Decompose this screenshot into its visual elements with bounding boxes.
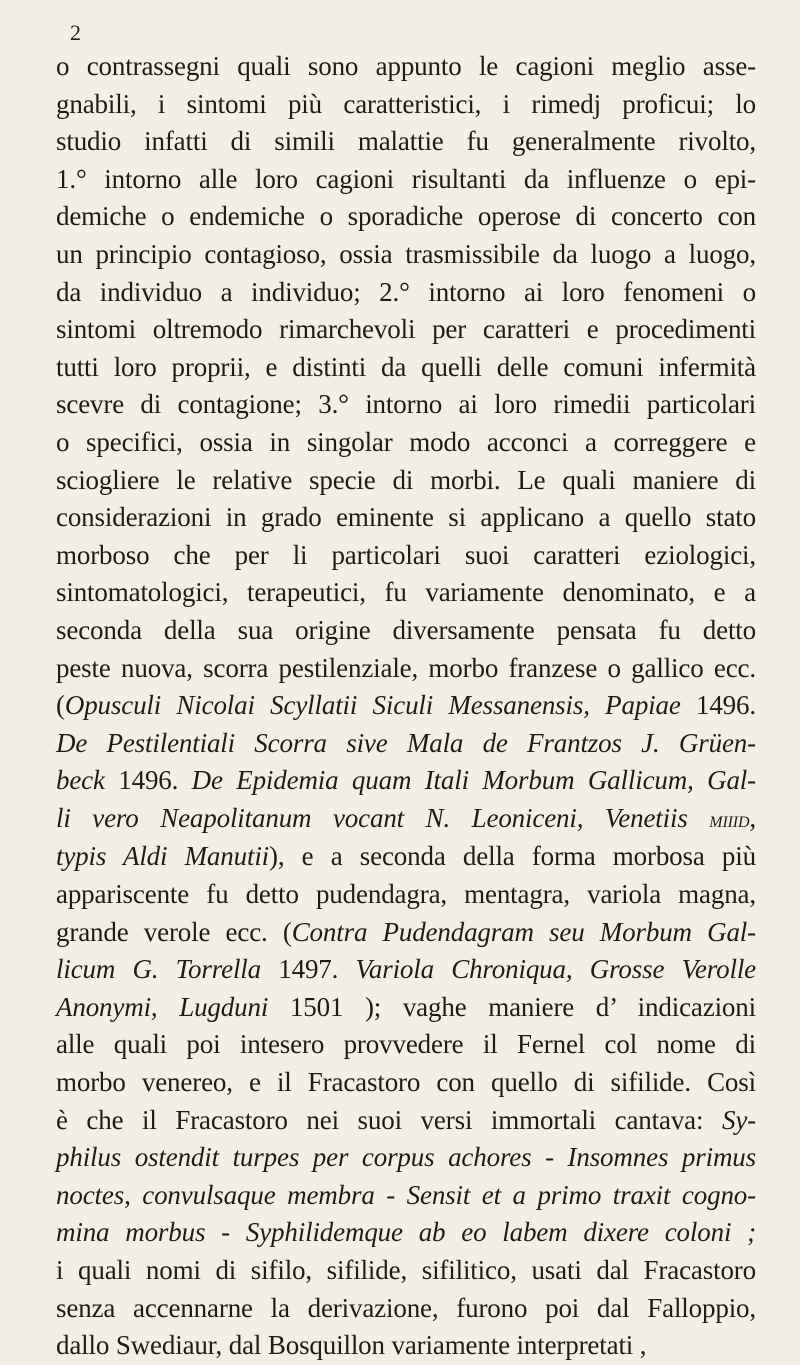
text-segment: sintomatologici, terapeutici, fu variamente denominato, e a bbox=[56, 577, 756, 608]
text-segment: i quali nomi di sifilo, sifilide, sifilitico, usati dal Fracastoro bbox=[56, 1255, 756, 1285]
text-line bbox=[56, 1139, 756, 1177]
text-line bbox=[56, 1252, 756, 1290]
text-line bbox=[56, 876, 756, 914]
text-line bbox=[56, 123, 756, 161]
text-line bbox=[56, 462, 756, 500]
text-segment: morboso che per li particolari suoi caratteri eziologici, bbox=[56, 539, 756, 570]
text-segment: un principio contagioso, ossia trasmissibile da luogo a luogo, bbox=[56, 238, 756, 269]
text-segment: 1496. bbox=[680, 690, 756, 721]
italic-text: beck bbox=[56, 765, 105, 796]
text-segment: senza accennarne la derivazione, furono poi dal Falloppio, bbox=[56, 1292, 756, 1323]
italic-text: mina morbus - Syphilidemque ab eo labem dixere coloni ; bbox=[56, 1217, 756, 1248]
text-line bbox=[56, 725, 756, 763]
text-line bbox=[56, 762, 756, 800]
italic-text: licum G. Torrella bbox=[56, 954, 262, 985]
text-segment: 1501 ); vaghe maniere d’ indicazioni bbox=[268, 991, 756, 1022]
text-segment: da individuo a individuo; 2.° intorno ai loro fenomeni o bbox=[56, 276, 756, 307]
text-line bbox=[56, 574, 756, 612]
italic-text: Sy- bbox=[721, 1104, 756, 1135]
italic-text: , bbox=[749, 802, 756, 833]
text-line bbox=[56, 386, 756, 424]
text-line bbox=[56, 424, 756, 462]
text-segment: o specifici, ossia in singolar modo acconci a correggere e bbox=[56, 426, 756, 457]
text-line bbox=[56, 161, 756, 199]
italic-text: philus ostendit turpes per corpus achores - Insomnes primus bbox=[56, 1142, 756, 1173]
text-line bbox=[56, 349, 756, 387]
text-line bbox=[56, 1214, 756, 1252]
italic-text: typis Aldi Manutii bbox=[56, 841, 270, 872]
text-segment: morbo venereo, e il Fracastoro con quello di sifilide. Così bbox=[56, 1067, 756, 1098]
text-segment: scevre di contagione; 3.° intorno ai loro rimedii particolari bbox=[56, 389, 756, 420]
text-segment: seconda della sua origine diversamente pensata fu detto bbox=[56, 614, 756, 645]
text-line bbox=[56, 48, 756, 86]
text-segment: peste nuova, scorra pestilenziale, morbo franzese o gallico ecc. bbox=[56, 652, 756, 683]
text-line bbox=[56, 1290, 756, 1328]
text-segment: gnabili, i sintomi più caratteristici, i rimedj proficui; lo bbox=[56, 88, 756, 119]
text-line bbox=[56, 650, 756, 688]
italic-text: Opusculi Nicolai Scyllatii Siculi Messanensis, Papiae bbox=[64, 690, 681, 721]
page-number: 2 bbox=[70, 20, 81, 45]
text-line bbox=[56, 989, 756, 1027]
text-segment: ( bbox=[56, 690, 65, 721]
text-line bbox=[56, 274, 756, 312]
text-segment: demiche o endemiche o sporadiche operose di concerto con bbox=[56, 201, 756, 232]
text-line bbox=[56, 914, 756, 952]
text-line bbox=[56, 1026, 756, 1064]
text-segment: sintomi oltremodo rimarchevoli per caratteri e procedimenti bbox=[56, 314, 756, 345]
text-segment: tutti loro proprii, e distinti da quelli delle comuni infermità bbox=[56, 351, 756, 382]
text-segment: 1497. bbox=[261, 954, 356, 985]
text-line bbox=[56, 1102, 756, 1140]
text-line bbox=[56, 612, 756, 650]
text-segment: alle quali poi intesero provvedere il Fernel col nome di bbox=[56, 1029, 756, 1060]
text-line bbox=[56, 236, 756, 274]
text-line bbox=[56, 537, 756, 575]
italic-text: noctes, convulsaque membra - Sensit et a primo traxit cogno- bbox=[56, 1179, 756, 1210]
text-line bbox=[56, 1064, 756, 1102]
text-segment: 1496. bbox=[104, 765, 192, 796]
text-segment: dallo Swediaur, dal Bosquillon variamente interpretati , bbox=[56, 1330, 647, 1361]
text-segment: considerazioni in grado eminente si applicano a quello stato bbox=[56, 502, 756, 533]
body-text bbox=[56, 48, 756, 1365]
text-line bbox=[56, 687, 756, 725]
text-segment: grande verole ecc. ( bbox=[56, 916, 292, 947]
text-segment: studio infatti di simili malattie fu generalmente rivolto, bbox=[56, 126, 756, 157]
italic-text: Variola Chroniqua, Grosse Verolle bbox=[355, 954, 756, 985]
text-line bbox=[56, 838, 756, 876]
text-line bbox=[56, 499, 756, 537]
text-line bbox=[56, 198, 756, 236]
italic-text: Contra Pudendagram seu Morbum Gal- bbox=[291, 916, 756, 947]
italic-text: li vero Neapolitanum vocant N. Leoniceni, Venetiis bbox=[56, 802, 710, 833]
italic-text: De Pestilentiali Scorra sive Mala de Frantzos J. Grüen- bbox=[56, 727, 756, 758]
text-segment: sciogliere le relative specie di morbi. Le quali maniere di bbox=[56, 464, 756, 495]
text-line bbox=[56, 951, 756, 989]
text-line bbox=[56, 1177, 756, 1215]
text-line bbox=[56, 86, 756, 124]
text-segment: ), e a seconda della forma morbosa più bbox=[269, 841, 756, 872]
text-line bbox=[56, 800, 756, 839]
text-segment: o contrassegni quali sono appunto le cagioni meglio asse- bbox=[56, 51, 756, 81]
text-segment: appariscente fu detto pudendagra, mentagra, variola magna, bbox=[56, 879, 756, 910]
text-segment: 1.° intorno alle loro cagioni risultanti da influenze o epi- bbox=[56, 163, 756, 194]
text-line bbox=[56, 1327, 756, 1365]
text-segment: è che il Fracastoro nei suoi versi immortali cantava: bbox=[56, 1104, 722, 1135]
text-line bbox=[56, 311, 756, 349]
small-caps-text: miiid bbox=[709, 806, 750, 832]
italic-text: De Epidemia quam Itali Morbum Gallicum, Gal- bbox=[191, 765, 756, 796]
italic-text: Anonymi, Lugduni bbox=[56, 991, 269, 1022]
